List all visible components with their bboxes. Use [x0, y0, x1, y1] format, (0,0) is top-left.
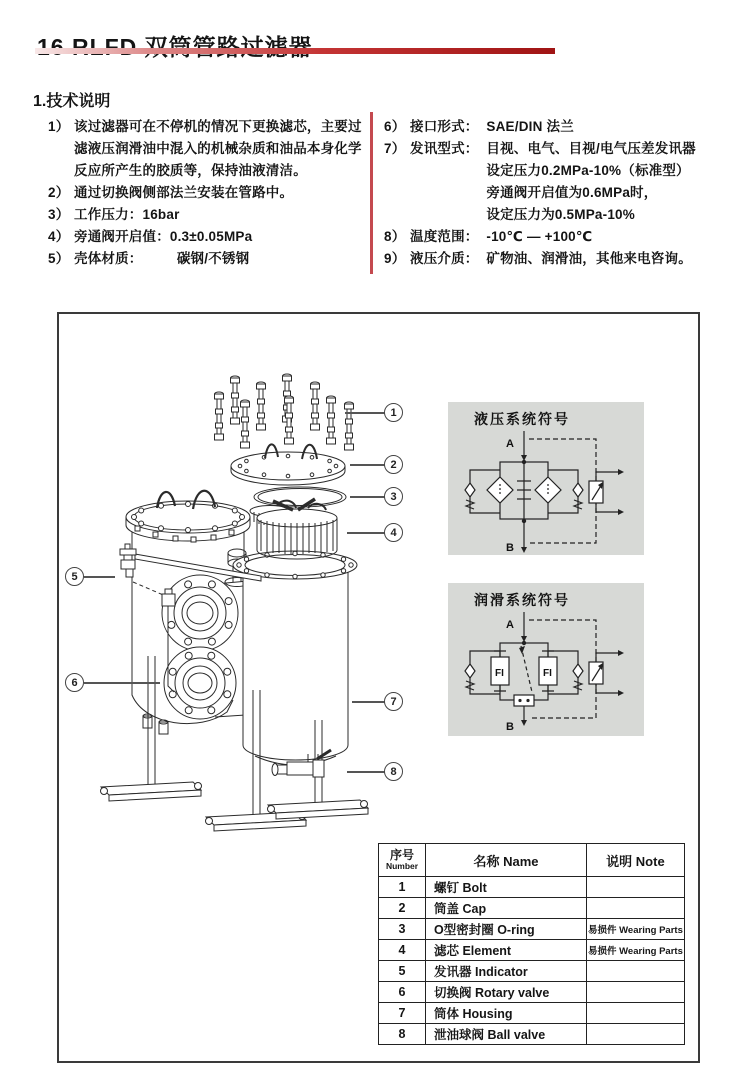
table-row [379, 919, 685, 940]
cell-number: 4 [379, 940, 426, 961]
callout-3: 3 [384, 487, 403, 506]
spec-line: 设定压力为0.5MPa-10% [410, 207, 635, 222]
diagram-frame [57, 312, 700, 1063]
table-row [379, 961, 685, 982]
lubrication-symbol-box [448, 583, 644, 736]
lubrication-symbol-title: 润滑系统符号 [474, 592, 570, 608]
table-row [379, 940, 685, 961]
cell-name: 发讯器 Indicator [426, 961, 587, 982]
spec-item [384, 248, 714, 270]
cell-number: 8 [379, 1024, 426, 1045]
cell-note: 易损件 Wearing Parts [587, 919, 685, 940]
cell-note [587, 898, 685, 919]
spec-item [384, 138, 714, 226]
cell-name: 筒盖 Cap [426, 898, 587, 919]
header-note: 说明 Note [587, 844, 685, 877]
callout-leader-line [84, 682, 160, 684]
spec-item-number: 9） [384, 251, 406, 266]
hydraulic-symbol-title: 液压系统符号 [474, 411, 570, 427]
spec-line: 该过滤器可在不停机的情况下更换滤芯，主要过 [74, 119, 362, 134]
spec-line: 温度范围： -10℃ — +100℃ [410, 229, 593, 244]
spec-line: 滤液压润滑油中混入的机械杂质和油品本身化学 [74, 141, 362, 156]
header-number: 序号 Number [379, 844, 426, 877]
spec-line: 发讯型式： 目视、电气、目视/电气压差发讯器 [410, 141, 696, 156]
port-b-label: B [506, 542, 514, 554]
parts-table [378, 843, 685, 1045]
callout-leader-line [347, 532, 385, 534]
spec-line: 通过切换阀侧部法兰安装在管路中。 [74, 185, 294, 200]
spec-line: 壳体材质： 碳钢/不锈钢 [74, 251, 250, 266]
filter-fi-label: FI [495, 668, 504, 679]
callout-5: 5 [65, 567, 84, 586]
callout-leader-line [350, 464, 385, 466]
spec-line: 旁通阀开启值为0.6MPa时， [410, 185, 658, 200]
page-title [37, 29, 313, 62]
spec-item-number: 4） [48, 229, 70, 244]
callout-leader-line [347, 771, 385, 773]
callout-1: 1 [384, 403, 403, 422]
spec-line: 工作压力：16bar [74, 207, 180, 222]
port-a-label: A [506, 619, 514, 631]
spec-item-number: 7） [384, 141, 406, 156]
spec-list-right [384, 116, 714, 270]
parts-table-header-row [379, 844, 685, 877]
table-row [379, 1003, 685, 1024]
table-row [379, 898, 685, 919]
spec-item [48, 248, 370, 270]
callout-leader-line [345, 412, 385, 414]
header-name: 名称 Name [426, 844, 587, 877]
callout-2: 2 [384, 455, 403, 474]
cell-number: 7 [379, 1003, 426, 1024]
cell-name: 筒体 Housing [426, 1003, 587, 1024]
spec-item-number: 3） [48, 207, 70, 222]
hydraulic-symbol-box [448, 402, 644, 555]
callout-leader-line [352, 701, 385, 703]
spec-list-left [48, 116, 370, 270]
cell-name: O型密封圈 O-ring [426, 919, 587, 940]
spec-item [48, 204, 370, 226]
spec-item [48, 116, 370, 182]
spec-item-number: 8） [384, 229, 406, 244]
spec-line: 反应所产生的胶质等，保持油液清洁。 [74, 163, 307, 178]
cell-note [587, 877, 685, 898]
spec-item [48, 226, 370, 248]
cell-number: 2 [379, 898, 426, 919]
hydraulic-symbol-schematic [448, 429, 644, 557]
port-a-label: A [506, 438, 514, 450]
callout-leader-line [84, 576, 115, 578]
spec-item [384, 226, 714, 248]
cell-note [587, 961, 685, 982]
filter-fi-label: FI [543, 668, 552, 679]
callout-8: 8 [384, 762, 403, 781]
cell-name: 螺钉 Bolt [426, 877, 587, 898]
spec-line: 接口形式： SAE/DIN 法兰 [410, 119, 574, 134]
callout-6: 6 [65, 673, 84, 692]
table-row [379, 982, 685, 1003]
cell-note [587, 1003, 685, 1024]
spec-item-number: 2） [48, 185, 70, 200]
cell-name: 滤芯 Element [426, 940, 587, 961]
callout-7: 7 [384, 692, 403, 711]
title-accent-rule [35, 48, 555, 54]
spec-item-number: 5） [48, 251, 70, 266]
cell-number: 1 [379, 877, 426, 898]
callout-4: 4 [384, 523, 403, 542]
column-divider [370, 112, 373, 274]
spec-line: 旁通阀开启值：0.3±0.05MPa [74, 229, 253, 244]
cell-note: 易损件 Wearing Parts [587, 940, 685, 961]
port-b-label: B [506, 721, 514, 733]
spec-line: 液压介质： 矿物油、润滑油，其他来电咨询。 [410, 251, 692, 266]
table-row [379, 1024, 685, 1045]
spec-item-number: 6） [384, 119, 406, 134]
cell-name: 切换阀 Rotary valve [426, 982, 587, 1003]
cell-number: 6 [379, 982, 426, 1003]
cell-name: 泄油球阀 Ball valve [426, 1024, 587, 1045]
section-heading: 1.技术说明 [33, 93, 111, 110]
cell-number: 3 [379, 919, 426, 940]
filter-exploded-drawing [65, 360, 415, 860]
cell-note [587, 1024, 685, 1045]
callout-leader-line [350, 496, 385, 498]
table-row [379, 877, 685, 898]
parts-table-body [379, 877, 685, 1045]
cell-number: 5 [379, 961, 426, 982]
lubrication-symbol-schematic [448, 610, 644, 734]
spec-item [48, 182, 370, 204]
spec-line: 设定压力0.2MPa-10%（标准型） [410, 163, 690, 178]
spec-item [384, 116, 714, 138]
cell-note [587, 982, 685, 1003]
spec-item-number: 1） [48, 119, 70, 134]
